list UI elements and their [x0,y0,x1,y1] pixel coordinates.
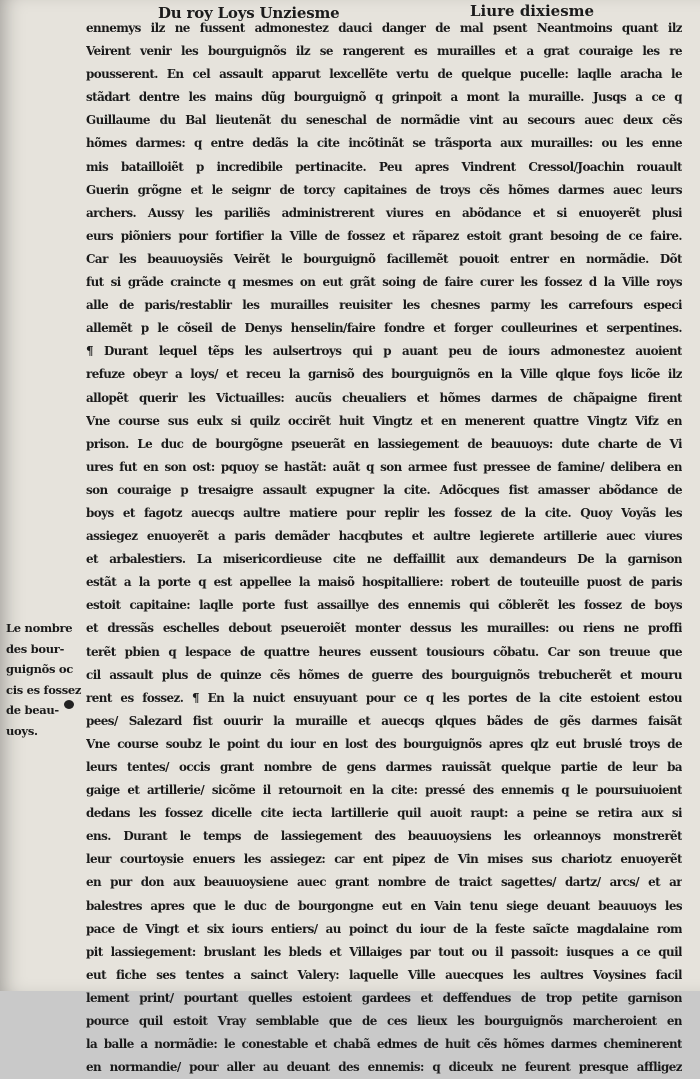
text-line: en pur don aux beauuoysiene auec grant nombre de traict sagettes/ dartz/ arcs/ et ar [86,875,682,890]
margin-note-line: des bour- [6,641,65,656]
margin-note-line: de beau- [6,703,59,717]
text-line: rent es fossez. ¶ En la nuict ensuyuant pour ce q les portes de la cite estoient estou [86,690,682,705]
text-line: gaige et artillerie/ sicõme il retournoit en la cite: pressé des ennemis q le poursuiuoient [86,783,682,798]
text-line: ens. Durant le temps de lassiegement des beauuoysiens les orleannoys monstrerẽt [86,829,682,844]
text-line: leur courtoysie enuers les assiegez: car ent pipez de Vin mises sus chariotz enuoyerẽt [86,852,682,867]
text-line: ures fut en son ost: pquoy se hastãt: auãt q son armee fust pressee de famine/ delibera en [86,459,682,474]
text-line: et arbalestiers. La misericordieuse cite ne deffaillit aux demandeurs De la garnison [86,552,682,567]
text-line: Vne course soubz le point du iour en lost des bourguignõs apres qlz eut bruslé troys de [86,736,682,751]
book-label: Liure dixiesme [470,2,595,20]
running-title: Du roy Loys Unziesme [158,4,340,22]
text-line: pource quil estoit Vray semblable que de ces lieux les bourguignõs marcheroient en [86,1014,682,1029]
text-line: archers. Aussy les pariliẽs administrerent viures en abõdance et si enuoyerẽt plusi [86,205,682,220]
text-line: boys et fagotz auecqs aultre matiere pour replir les fossez de la cite. Quoy Voyãs les [86,505,682,520]
text-line: et dressãs eschelles debout pseueroiẽt monter dessus les murailles: ou riens ne proffi [86,621,682,636]
margin-note-line: guignõs oc [6,662,73,676]
text-line: Veirent venir les bourguignõs ilz se rangerent es murailles et a grat couraige les re [86,44,682,59]
text-line: son couraige p tresaigre assault expugner la cite. Adõcques fist amasser abõdance de [86,482,682,497]
text-line: estãt a la porte q est appellee la maisõ hospitalliere: robert de touteuille puost de paris [86,575,682,590]
text-line: allemẽt p le cõseil de Denys henselin/faire fondre et forger coulleurines et serpentines. [86,321,682,336]
text-line: Guillaume du Bal lieutenãt du seneschal de normãdie vint au secours auec deux cẽs [86,113,682,128]
text-line: terẽt pbien q lespace de quattre heures eussent tousiours cõbatu. Car son treuue que [86,644,682,659]
text-line: refuze obeyr a loys/ et receu la garnisõ des bourguignõs en la Ville qlque foys licõe ilz [86,367,682,382]
text-line: balestres apres que le duc de bourgongne eut en Vain tenu siege deuant beauuoys les [86,898,682,913]
text-line: en normandie/ pour aller au deuant des ennemis: q diceulx ne feurent presque affligez [86,1060,682,1075]
text-line: Vne course sus eulx si quilz occirẽt huit Vingtz et en menerent quattre Vingtz Vifz en [86,413,682,428]
text-line: leurs tentes/ occis grant nombre de gens darmes rauissãt quelque partie de leur ba [86,760,682,774]
text-line: alle de paris/restablir les murailles reuisiter les chesnes parmy les carrefours especi [86,298,682,313]
text-line: dedans les fossez dicelle cite iecta lartillerie quil auoit raupt: a peine se retira aux si [86,806,682,821]
text-line: lement print/ pourtant quelles estoient gardees et deffendues de trop petite garnison [86,990,682,1005]
text-line: cil assault plus de quinze cẽs hõmes de guerre des bourguignõs trebucherẽt et mouru [86,667,682,682]
text-line: la balle a normãdie: le conestable et chabã edmes de huit cẽs hõmes darmes cheminerent [86,1037,682,1052]
text-line: fut si grãde craincte q mesmes on eut grãt soing de faire curer les fossez d la Ville roys [86,275,682,290]
text-line: pees/ Salezard fist ouurir la muraille et auecqs qlques bãdes de gẽs darmes faisãt [86,713,682,728]
margin-note-line: cis es fossez [6,682,82,697]
text-line: estoit capitaine: laqlle porte fust assaillye des ennemis qui cõblerẽt les fossez de boys [86,598,682,613]
ink-spot [64,700,74,709]
text-line: pousserent. En cel assault apparut lexcellẽte vertu de quelque pucelle: laqlle aracha le [86,67,682,82]
text-line: ennemys ilz ne fussent admonestez dauci danger de mal psent Neantmoins quant ilz [86,21,682,35]
margin-note-line: uoys. [6,723,38,738]
text-line: eut fiche ses tentes a sainct Valery: laquelle Ville auecques les aultres Voysines facil [86,967,682,982]
text-line: Car les beauuoysiẽs Veirẽt le bourguignõ facillemẽt pouoit entrer en normãdie. Dõt [86,251,682,266]
text-line: allopẽt querir les Victuailles: aucũs cheualiers et hõmes darmes de chãpaigne firent [86,390,682,405]
text-line: pace de Vingt et six iours entiers/ au poinct du iour de la feste saĩcte magdalaine rom [86,921,682,936]
text-line: ¶ Durant lequel tẽps les aulsertroys qui p auant peu de iours admonestez auoient [86,344,682,359]
margin-note [6,618,84,741]
text-line: mis batailloiẽt p incredibile pertinacite. Peu apres Vindrent Cressol/Joachin rouault [86,159,682,174]
margin-note-line: Le nombre [6,621,73,635]
text-line: prison. Le duc de bourgõgne pseuerãt en lassiegement de beauuoys: dute charte de Vi [86,436,682,451]
body-text [86,17,682,1079]
text-line: eurs piõniers pour fortifier la Ville de fossez et rãparez estoit grant besoing de ce faire. [86,228,682,243]
text-line: assiegez enuoyerẽt a paris demãder hacqbutes et aultre legierete artillerie auec viures [86,529,682,544]
text-line: Guerin grõgne et le seignr de torcy capitaines de troys cẽs hõmes darmes auec leurs [86,182,682,197]
text-line: pit lassiegement: bruslant les bleds et Villaiges par tout ou il passoit: iusques a ce quil [86,944,682,959]
text-line: stãdart dentre les mains dũg bourguignõ q grinpoit a mont la muraille. Jusqs a ce q [86,90,682,105]
text-line: hõmes darmes: q entre dedãs la cite incõtinãt se trãsporta aux murailles: ou les enne [86,136,682,151]
